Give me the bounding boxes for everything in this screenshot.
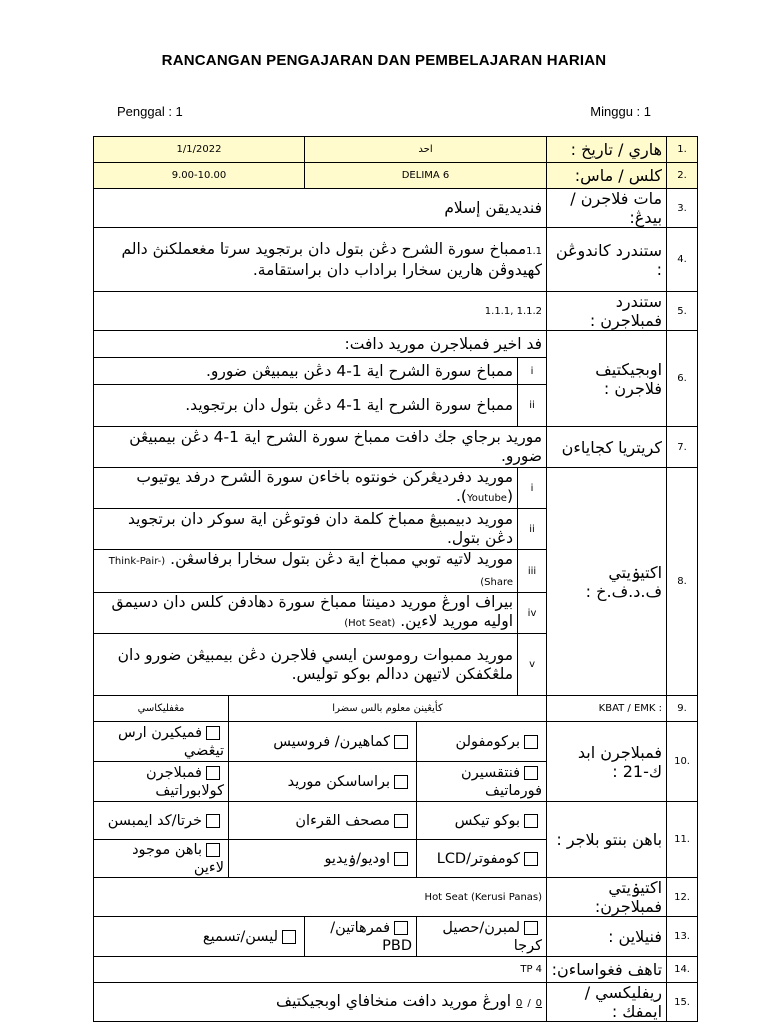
roman-numeral: i [518,468,547,509]
reflection-value [94,983,547,1022]
option-formative [417,762,547,802]
row-number: 7. [667,427,698,468]
objectives-intro: فد اخير فمبلاجرن موريد دافت: [94,331,547,358]
activity-text: موريد ممبوات روموسن ايسي فلاجرن دڠن بيمبيڠن ضورو دان ملڠكفكن لاتيهن ددالم بوكو توليس. [94,634,518,696]
row-number: 5. [667,292,698,331]
row-number: 8. [667,468,698,696]
option-label: براساسكن موريد [287,773,391,790]
option-label: مصحف القرءان [295,812,391,829]
activity-text-en: (Hot Seat) [344,618,396,629]
checkbox[interactable] [394,852,408,866]
checkbox[interactable] [282,930,296,944]
row-label-reflection: ريفليكسي / ايمفك : [547,983,667,1022]
row-class-time [94,163,698,189]
row-number: 3. [667,189,698,228]
row-label-learning-activity: اكتيۏيتي فمبلاجرن: [547,878,667,917]
row-number: 11. [667,802,698,878]
row-number: 6. [667,331,698,427]
term-label: Penggal : 1 [117,104,183,119]
activity-text [94,468,518,509]
mastery-level-value: TP 4 [94,957,547,983]
option-audio-video [229,840,417,878]
checkbox[interactable] [394,814,408,828]
class-value: DELIMA 6 [305,163,547,189]
row-label-21st-century: فمبلاجرن ابد ك-21 : [547,722,667,802]
kbat-value-2: مڠفليكاسي [94,696,229,722]
option-label: بوكو تيكس [454,812,521,829]
row-content-standard [94,228,698,292]
option-hots [94,722,229,762]
row-label-assessment: فنيلاين : [547,917,667,957]
row-kbat [94,696,698,722]
row-day-date [94,137,698,163]
activity-text-ar: موريد لاتيه توبي ممباخ اية دڠن بتول سخارا برفاسڠن. [170,550,514,568]
row-number: 4. [667,228,698,292]
option-label: لمبرن/حصيل كرجا [442,919,543,954]
option-label: كومفوتر/LCD [436,850,521,867]
option-student-based [229,762,417,802]
row-label-day-date: هاري / تاريخ : [547,137,667,163]
activity-item [94,468,698,509]
roman-numeral: v [518,634,547,696]
option-collaborative [94,762,229,802]
option-label: كماهيرن/ فروسيس [273,733,391,750]
row-number: 10. [667,722,698,802]
week-label: Minggu : 1 [590,104,651,119]
activity-text-en: Youtube [466,493,507,504]
checkbox[interactable] [524,814,538,828]
checkbox[interactable] [524,766,538,780]
option-worksheet [417,917,547,957]
option-label: فميكيرن ارس تيڠضي [117,724,224,759]
activity-text-tail: ). [455,487,467,505]
subject-value: فنديديقن إسلام [94,189,547,228]
row-subject [94,189,698,228]
lesson-plan-table [93,136,698,1022]
row-number: 1. [667,137,698,163]
option-label: باهن موجود لاءين [132,841,224,876]
option-textbook [417,802,547,840]
checkbox[interactable] [394,735,408,749]
row-label-subject: مات فلاجرن / بيدڠ: [547,189,667,228]
objective-text: ممباخ سورة الشرح اية 1-4 دڠن بيمبيڠن ضورو. [94,358,518,385]
row-number: 12. [667,878,698,917]
roman-numeral: ii [518,385,547,427]
page-title: RANCANGAN PENGAJARAN DAN PEMBELAJARAN HARIAN [161,52,607,69]
activity-text-ar: موريد دفرديڠركن خونتوه باخاءن سورة الشرح درفد يوتيوب ( [136,468,514,505]
row-number: 2. [667,163,698,189]
option-label: فمبلاجرن كولابوراتيف [146,764,224,799]
row-label-content-standard: ستندرد كاندوڠن : [547,228,667,292]
row-mastery-level [94,957,698,983]
row-success-criteria [94,427,698,468]
row-label-activities: اكتيۏيتي ف.د.ف.خ : [547,468,667,696]
option-group [417,722,547,762]
option-quran [229,802,417,840]
reflection-slash: / [527,997,531,1009]
activity-text [94,550,518,593]
row-objectives [94,331,698,358]
activity-text-ar: بيراف اورڠ موريد دمينتا ممباخ سورة دهادفن كلس دان دسيمق اوليه موريد لاءين. [111,593,514,630]
activity-text [94,593,518,634]
checkbox[interactable] [524,852,538,866]
day-value: احد [305,137,547,163]
learning-standard-value: 1.1.1, 1.1.2 [94,292,547,331]
checkbox[interactable] [524,921,538,935]
option-observation [305,917,417,957]
learning-activity-value: Hot Seat (Kerusi Panas) [94,878,547,917]
row-assessment [94,917,698,957]
option-label: ليسن/تسميع [202,928,279,945]
objective-text: ممباخ سورة الشرح اية 1-4 دڠن بتول دان برتجويد. [94,385,518,427]
row-learning-standard [94,292,698,331]
reflection-text: اورڠ موريد دافت منخافاي اوبجيكتيف [276,991,512,1010]
roman-numeral: ii [518,509,547,550]
row-number: 14. [667,957,698,983]
row-label-kbat: KBAT / EMK : [547,696,667,722]
row-teaching-aids [94,802,698,840]
row-label-class-time: كلس / ماس: [547,163,667,189]
row-label-success-criteria: كريتريا كجاياءن [547,427,667,468]
option-skills-process [229,722,417,762]
activity-text-en: (Think-Pair-Share) [108,556,514,588]
row-label-objectives: اوبجيكتيف فلاجرن : [547,331,667,427]
checkbox[interactable] [394,921,408,935]
kbat-value-1: كأيڠينن معلوم بالس سضرا [229,696,547,722]
option-label: اوديو/ۏيديو [324,850,391,867]
option-card [94,802,229,840]
success-criteria-value: موريد برجاي جك دافت ممباخ سورة الشرح اية 1-4 دڠن بيمبيڠن ضورو. [94,427,547,468]
row-number: 9. [667,696,698,722]
row-21st-century-learning [94,722,698,762]
reflection-count-b: 0 [516,997,523,1009]
row-label-learning-standard: ستندرد فمبلاجرن : [547,292,667,331]
date-value: 1/1/2022 [94,137,305,163]
option-label: خرتا/كد ايمبسن [107,812,202,829]
option-label: فنتقسيرن فورماتيف [461,764,543,799]
activity-text: موريد دبيمبيڠ ممباخ كلمة دان فوتوڠن اية سوكر دان برتجويد دڠن بتول. [94,509,518,550]
option-oral-test [94,917,305,957]
roman-numeral: iii [518,550,547,593]
content-standard-value [94,228,547,292]
option-other-materials [94,840,229,878]
content-standard-code: 1.1 [526,245,543,257]
time-value: 9.00-10.00 [94,163,305,189]
row-number: 13. [667,917,698,957]
row-label-mastery-level: تاهف فغواساءن: [547,957,667,983]
row-reflection [94,983,698,1022]
checkbox[interactable] [206,766,220,780]
row-learning-activity [94,878,698,917]
row-number: 15. [667,983,698,1022]
roman-numeral: i [518,358,547,385]
checkbox[interactable] [206,814,220,828]
checkbox[interactable] [206,726,220,740]
checkbox[interactable] [394,775,408,789]
checkbox[interactable] [206,843,220,857]
option-label: بركومفولن [455,733,521,750]
content-standard-text: ممباخ سورة الشرح دڠن بتول دان برتجويد سرتا مغعملكنڽ دالم كهيدوڤن هارين سخارا براداب دان براستقامة. [121,239,543,279]
row-label-teaching-aids: باهن بنتو بلاجر : [547,802,667,878]
option-computer-lcd [417,840,547,878]
checkbox[interactable] [524,735,538,749]
option-label: فمرهاتين/ PBD [330,919,413,954]
reflection-count-a: 0 [535,997,543,1009]
roman-numeral: iv [518,593,547,634]
